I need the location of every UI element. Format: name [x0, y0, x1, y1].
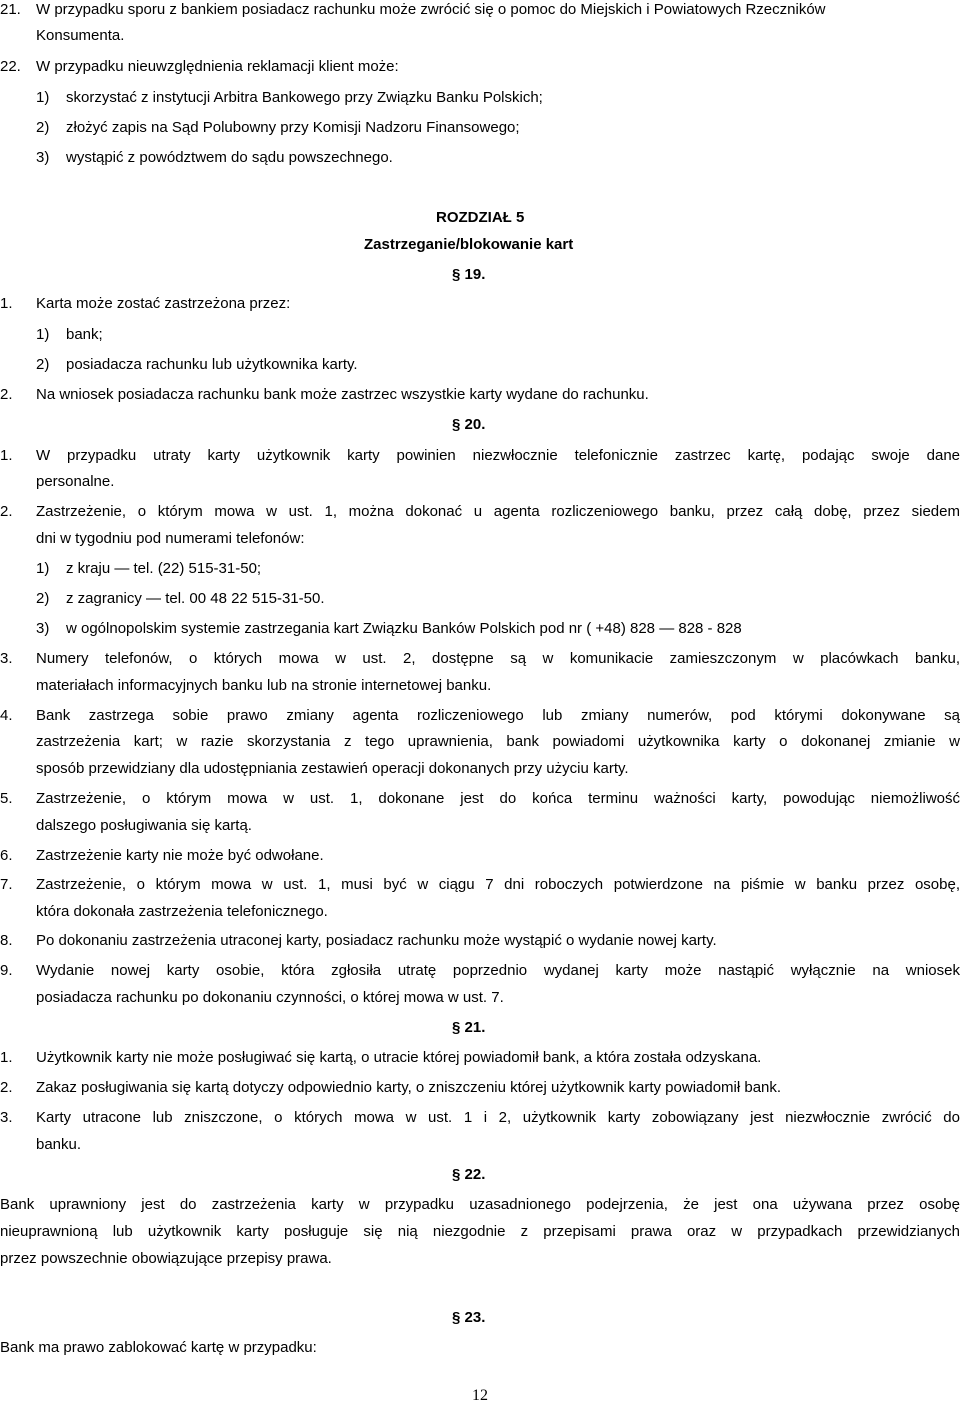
- paragraph-text: Zastrzeżenie karty nie może być odwołane.: [36, 847, 324, 864]
- paragraph-number: 2.: [0, 386, 13, 403]
- section-heading-20: § 20.: [452, 416, 486, 433]
- paragraph-text: personalne.: [36, 473, 115, 490]
- paragraph-number: 1.: [0, 1049, 13, 1066]
- paragraph-text: W przypadku nieuwzględnienia reklamacji klient może:: [36, 58, 399, 75]
- paragraph-text: Na wniosek posiadacza rachunku bank może zastrzec wszystkie karty wydane do rachunku.: [36, 386, 649, 403]
- paragraph-number: 22.: [0, 58, 21, 75]
- paragraph-text: Numery telefonów, o których mowa w ust. 2, dostępne są w komunikacie zamieszczonym w placówkach banku,: [36, 650, 960, 667]
- paragraph-number: 4.: [0, 707, 13, 724]
- list-item-number: 1): [36, 326, 50, 343]
- paragraph-text: Konsumenta.: [36, 27, 125, 44]
- paragraph-text: sposób przewidziany dla udostępniania zestawień operacji dokonanych przy użyciu karty.: [36, 760, 629, 777]
- paragraph-text: Wydanie nowej karty osobie, która zgłosiła utratę poprzednio wydanej karty może nastąpić wyłącznie na wniosek: [36, 962, 960, 979]
- list-item-number: 3): [36, 149, 50, 166]
- list-item-number: 3): [36, 620, 50, 637]
- paragraph-text: Karta może zostać zastrzeżona przez:: [36, 295, 291, 312]
- chapter-title: ROZDZIAŁ 5: [436, 209, 525, 226]
- paragraph-text: Bank uprawniony jest do zastrzeżenia karty w przypadku uzasadnionego podejrzenia, że jest ona używana przez osobę: [0, 1196, 960, 1213]
- section-heading-19: § 19.: [452, 266, 486, 283]
- paragraph-text: Zastrzeżenie, o którym mowa w ust. 1, musi być w ciągu 7 dni roboczych potwierdzone na piśmie w banku przez osobę,: [36, 876, 960, 893]
- paragraph-text: Zastrzeżenie, o którym mowa w ust. 1, można dokonać u agenta rozliczeniowego banku, przez całą dobę, przez siedem: [36, 503, 960, 520]
- list-item-number: 2): [36, 119, 50, 136]
- paragraph-text: W przypadku sporu z bankiem posiadacz rachunku może zwrócić się o pomoc do Miejskich i Powiatowych Rzeczników: [36, 1, 826, 18]
- paragraph-text: Bank ma prawo zablokować kartę w przypadku:: [0, 1339, 317, 1356]
- paragraph-text: dalszego posługiwania się kartą.: [36, 817, 252, 834]
- paragraph-text: W przypadku utraty karty użytkownik karty powinien niezwłocznie telefonicznie zastrzec kartę, podając swoje dane: [36, 447, 960, 464]
- paragraph-text: zastrzeżenia kart; w razie skorzystania z tego uprawnienia, bank powiadomi użytkownika karty o dokonanej zmianie w: [36, 733, 960, 750]
- paragraph-text: banku.: [36, 1136, 82, 1153]
- paragraph-text: Bank zastrzega sobie prawo zmiany agenta rozliczeniowego lub zmiany numerów, pod którymi dokonywane są: [36, 707, 960, 724]
- paragraph-text: materiałach informacyjnych banku lub na stronie internetowej banku.: [36, 677, 492, 694]
- paragraph-text: posiadacza rachunku po dokonaniu czynności, o której mowa w ust. 7.: [36, 989, 504, 1006]
- list-item-text: bank;: [66, 326, 103, 343]
- chapter-subtitle: Zastrzeganie/blokowanie kart: [364, 236, 574, 253]
- paragraph-number: 2.: [0, 1079, 13, 1096]
- list-item-number: 2): [36, 356, 50, 373]
- section-heading-22: § 22.: [452, 1166, 486, 1183]
- section-heading-23: § 23.: [452, 1309, 486, 1326]
- paragraph-text: przez powszechnie obowiązujące przepisy prawa.: [0, 1250, 332, 1267]
- section-heading-21: § 21.: [452, 1019, 486, 1036]
- list-item-text: skorzystać z instytucji Arbitra Bankowego przy Związku Banku Polskich;: [66, 89, 543, 106]
- list-item-text: z zagranicy — tel. 00 48 22 515-31-50.: [66, 590, 325, 607]
- list-item-number: 1): [36, 89, 50, 106]
- list-item-number: 1): [36, 560, 50, 577]
- paragraph-number: 1.: [0, 295, 13, 312]
- paragraph-number: 9.: [0, 962, 13, 979]
- paragraph-text: Karty utracone lub zniszczone, o których mowa w ust. 1 i 2, użytkownik karty zobowiązany jest niezwłocznie zwrócić do: [36, 1109, 960, 1126]
- paragraph-text: dni w tygodniu pod numerami telefonów:: [36, 530, 305, 547]
- paragraph-number: 8.: [0, 932, 13, 949]
- list-item-text: z kraju — tel. (22) 515-31-50;: [66, 560, 262, 577]
- paragraph-text: Użytkownik karty nie może posługiwać się kartą, o utracie której powiadomił bank, a która została odzyskana.: [36, 1049, 762, 1066]
- paragraph-number: 7.: [0, 876, 13, 893]
- paragraph-text: Zakaz posługiwania się kartą dotyczy odpowiednio karty, o zniszczeniu której użytkownik karty powiadomił bank.: [36, 1079, 782, 1096]
- list-item-text: w ogólnopolskim systemie zastrzegania kart Związku Banków Polskich pod nr ( +48) 828 — 828 - 828: [66, 620, 742, 637]
- paragraph-number: 21.: [0, 1, 21, 18]
- paragraph-number: 6.: [0, 847, 13, 864]
- page-number: 12: [472, 1387, 488, 1404]
- list-item-text: wystąpić z powództwem do sądu powszechnego.: [66, 149, 393, 166]
- paragraph-number: 5.: [0, 790, 13, 807]
- list-item-text: posiadacza rachunku lub użytkownika karty.: [66, 356, 358, 373]
- list-item-text: złożyć zapis na Sąd Polubowny przy Komisji Nadzoru Finansowego;: [66, 119, 520, 136]
- paragraph-text: nieuprawnioną lub użytkownik karty posługuje się nią niezgodnie z przepisami prawa oraz w przypadkach przewidzianych: [0, 1223, 960, 1240]
- paragraph-text: Po dokonaniu zastrzeżenia utraconej karty, posiadacz rachunku może wystąpić o wydanie nowej karty.: [36, 932, 717, 949]
- paragraph-text: która dokonała zastrzeżenia telefonicznego.: [36, 903, 328, 920]
- paragraph-number: 3.: [0, 1109, 13, 1126]
- paragraph-number: 2.: [0, 503, 13, 520]
- list-item-number: 2): [36, 590, 50, 607]
- paragraph-number: 3.: [0, 650, 13, 667]
- paragraph-text: Zastrzeżenie, o którym mowa w ust. 1, dokonane jest do końca terminu ważności karty, powodując niemożliwość: [36, 790, 960, 807]
- paragraph-number: 1.: [0, 447, 13, 464]
